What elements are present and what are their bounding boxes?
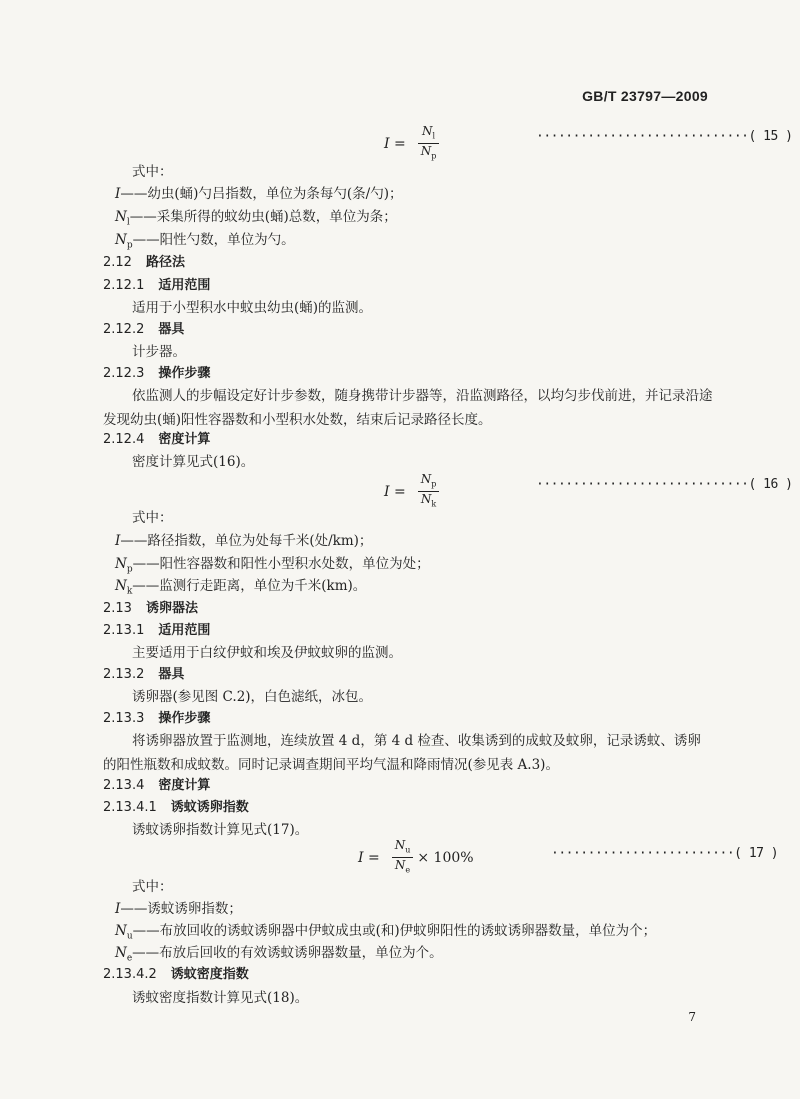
- section-heading: 2.12.1 适用范围: [103, 278, 211, 293]
- section-heading: 2.12.3 操作步骤: [103, 366, 211, 381]
- paragraph: 诱蚊密度指数计算见式(18)。: [132, 990, 309, 1006]
- definition-row: $N_u——$布放回收的诱蚊诱卵器中伊蚊成虫或(和)伊蚊卵阳性的诱蚊诱卵器数量，单位为个；: [115, 923, 657, 942]
- equation-number: ·····························( 15 ): [536, 129, 793, 144]
- section-heading: 2.13.1 适用范围: [103, 623, 211, 638]
- section-heading: 2.12 路径法: [103, 255, 185, 270]
- section-heading: 2.12.2 器具: [103, 322, 185, 337]
- definition-row: I——路径指数，单位为处每千米(处/km)；: [115, 533, 373, 549]
- definition-row: $N_e——$布放后回收的有效诱蚊诱卵器数量，单位为个。: [115, 945, 443, 964]
- section-heading: 2.13.2 器具: [103, 667, 185, 682]
- paragraph: 依监测人的步幅设定好计步参数，随身携带计步器等，沿监测路径，以均匀步伐前进，并记录沿途发现幼虫(蛹)阳性容器数和小型积水处数，结束后记录路径长度。: [103, 388, 713, 428]
- formula-15: [384, 124, 439, 164]
- definition-row: $N_p——$阳性容器数和阳性小型积水处数，单位为处；: [115, 556, 430, 575]
- formula-lhs: I =: [384, 135, 406, 152]
- paragraph: 适用于小型积水中蚊虫幼虫(蛹)的监测。: [132, 300, 373, 316]
- definition-row: $N_p——$阳性勺数，单位为勺。: [115, 232, 295, 251]
- definition-row: $N_l——$采集所得的蚊幼虫(蛹)总数，单位为条；: [115, 209, 397, 228]
- where-label: 式中：: [132, 879, 173, 895]
- definition-row: I——诱蚊诱卵指数；: [115, 901, 242, 917]
- paragraph: 诱蚊诱卵指数计算见式(17)。: [132, 822, 309, 838]
- page-number: 7: [688, 1010, 696, 1024]
- equation-number: ·····························( 16 ): [536, 477, 793, 492]
- formula-17: I = $\frac{N_u}{N_e}$ × 100%: [358, 838, 474, 878]
- where-label: 式中：: [132, 164, 173, 180]
- section-heading: 2.12.4 密度计算: [103, 432, 211, 447]
- paragraph: 主要适用于白纹伊蚊和埃及伊蚊蚊卵的监测。: [132, 645, 402, 661]
- paragraph: 密度计算见式(16)。: [132, 454, 255, 470]
- standard-code: GB/T 23797—2009: [582, 88, 708, 104]
- equation-number: ·························( 17 ): [551, 846, 779, 861]
- section-heading: 2.13.4.1 诱蚊诱卵指数: [103, 800, 249, 815]
- section-heading: 2.13.3 操作步骤: [103, 711, 211, 726]
- paragraph: 计步器。: [132, 344, 186, 360]
- paragraph: 将诱卵器放置于监测地，连续放置 4 d，第 4 d 检查、收集诱到的成蚊及蚊卵，记录诱蚊、诱卵的阳性瓶数和成蚊数。同时记录调查期间平均气温和降雨情况(参见表 A.3)。: [103, 733, 701, 773]
- section-heading: 2.13.4.2 诱蚊密度指数: [103, 967, 249, 982]
- formula-16: I = $\frac{N_p}{N_k}$: [384, 472, 439, 512]
- definition-row: I——幼虫(蛹)勺吕指数，单位为条每勺(条/勺)；: [115, 186, 403, 202]
- section-heading: 2.13 诱卵器法: [103, 601, 198, 616]
- fraction: $\frac{N_u}{N_e}$: [392, 838, 414, 878]
- paragraph: 诱卵器(参见图 C.2)，白色滤纸，冰包。: [132, 689, 373, 705]
- section-heading: 2.13.4 密度计算: [103, 778, 211, 793]
- definition-row: $N_k——$监测行走距离，单位为千米(km)。: [115, 578, 367, 597]
- fraction: $\frac{N_p}{N_k}$: [418, 472, 440, 512]
- where-label: 式中：: [132, 510, 173, 526]
- fraction: $\frac{N_l}{N_p}$: [418, 124, 440, 164]
